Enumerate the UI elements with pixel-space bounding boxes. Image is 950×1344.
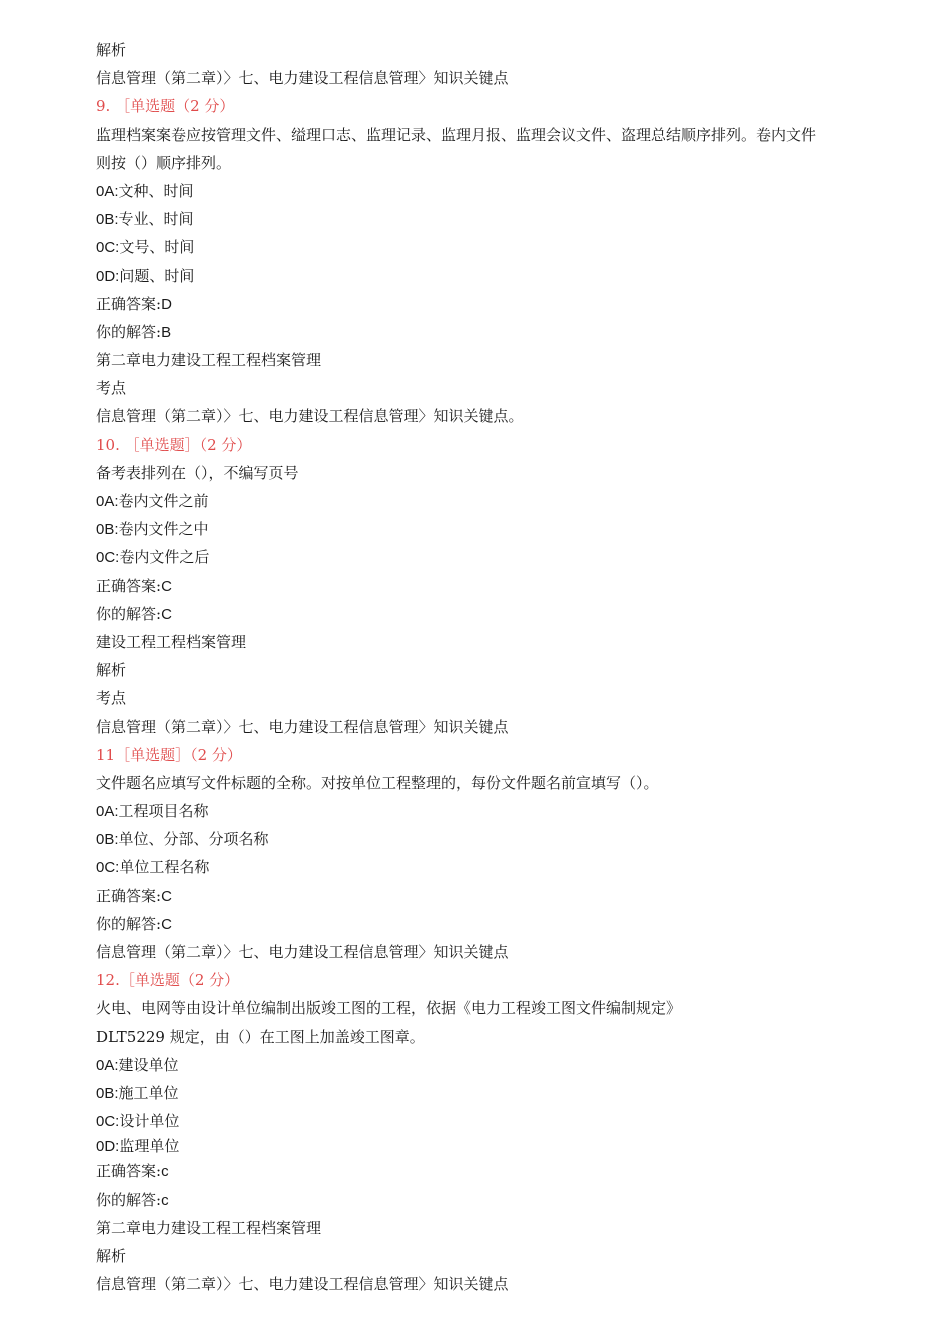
answer-label: 你的解答:: [96, 914, 162, 933]
option-text: 文号、时间: [119, 238, 195, 257]
answer-option: [96, 487, 876, 515]
answer-line: [96, 600, 876, 628]
answer-label: 正确答案:: [96, 294, 162, 313]
option-text: 卷内文件之中: [118, 520, 209, 539]
question-header: 10. ［单选题］（2 分）: [96, 435, 252, 454]
answer-option: [96, 233, 876, 261]
answer-option: [96, 543, 876, 571]
text-line: 信息管理（第二章）〉七、电力建设工程信息管理〉知识关键点: [96, 1275, 509, 1294]
answer-line: [96, 910, 876, 938]
option-key: 0B:: [96, 211, 119, 229]
option-text: 卷内文件之前: [118, 492, 209, 510]
option-key: 0B:: [96, 1084, 119, 1102]
answer-value: c: [161, 1191, 169, 1209]
text-line: 解析: [96, 661, 127, 680]
answer-label: 正确答案:: [96, 1162, 162, 1181]
text-line: 信息管理（第二章）〉七、电力建设工程信息管理〉知识关键点。: [96, 407, 524, 426]
answer-value: D: [161, 295, 172, 313]
option-text: 单位工程名称: [119, 858, 210, 877]
answer-value: B: [161, 323, 172, 341]
answer-line: [96, 290, 876, 318]
text-line: 考点: [96, 689, 127, 708]
option-key: 0C:: [96, 549, 120, 567]
answer-value: C: [161, 915, 172, 933]
question-header: 11［单选题］（2 分）: [96, 745, 242, 764]
option-key: 0B:: [96, 831, 119, 849]
text-line: 信息管理（第二章）〉七、电力建设工程信息管理〉知识关键点: [96, 69, 509, 88]
option-text: 监理单位: [119, 1137, 180, 1156]
answer-value: C: [161, 887, 172, 905]
text-line: DLT5229 规定，由（）在工图上加盖竣工图章。: [96, 1027, 425, 1046]
text-line: 解析: [96, 41, 127, 59]
option-text: 单位、分部、分项名称: [118, 830, 269, 849]
text-line: 信息管理（第二章）〉七、电力建设工程信息管理〉知识关键点: [96, 717, 509, 736]
option-key: 0D:: [96, 1138, 120, 1156]
answer-option: [96, 177, 876, 205]
answer-label: 你的解答:: [96, 604, 162, 623]
answer-option: [96, 797, 876, 825]
text-line: 则按（）顺序排列。: [96, 153, 232, 172]
option-text: 施工单位: [118, 1083, 179, 1102]
answer-line: [96, 882, 876, 910]
question-header: 12.［单选题（2 分）: [96, 971, 240, 990]
option-key: 0A:: [96, 493, 119, 510]
option-text: 工程项目名称: [118, 802, 209, 821]
option-key: 0A:: [96, 1056, 119, 1074]
option-key: 0A:: [96, 182, 119, 200]
text-line: 信息管理（第二章）〉七、电力建设工程信息管理〉知识关键点: [96, 943, 509, 961]
answer-option: [96, 1051, 876, 1079]
option-key: 0C:: [96, 239, 120, 257]
answer-value: C: [161, 605, 172, 623]
answer-label: 你的解答:: [96, 322, 162, 341]
answer-option: [96, 1135, 876, 1157]
answer-option: [96, 853, 876, 881]
text-line: 第二章电力建设工程工程档案管理: [96, 351, 322, 370]
answer-option: [96, 825, 876, 853]
option-text: 专业、时间: [118, 210, 194, 229]
question-header: 9. ［单选题（2 分）: [96, 97, 235, 116]
answer-option: [96, 262, 876, 290]
text-line: 文件题名应填写文件标题的全称。对按单位工程整理的，每份文件题名前宣填写（）。: [96, 773, 659, 792]
answer-line: [96, 572, 876, 600]
answer-line: [96, 318, 876, 346]
option-key: 0B:: [96, 521, 119, 539]
option-text: 问题、时间: [119, 266, 195, 285]
answer-value: C: [161, 577, 172, 595]
answer-label: 正确答案:: [96, 886, 162, 905]
text-line: 火电、电网等由设计单位编制出版竣工图的工程，依据《电力工程竣工图文件编制规定》: [96, 999, 682, 1018]
answer-label: 正确答案:: [96, 576, 162, 595]
text-line: 建设工程工程档案管理: [96, 632, 247, 651]
answer-option: [96, 205, 876, 233]
option-key: 0C:: [96, 1113, 120, 1131]
text-line: 第二章电力建设工程工程档案管理: [96, 1218, 322, 1237]
option-key: 0C:: [96, 859, 120, 877]
option-text: 文种、时间: [118, 181, 194, 200]
option-text: 设计单位: [119, 1112, 180, 1131]
text-line: 监理档案案卷应按管理文件、缢理口志、监理记录、监理月报、监理会议文件、盗理总结顺序排列。卷内文件: [96, 125, 817, 144]
option-text: 建设单位: [118, 1055, 179, 1074]
answer-option: [96, 515, 876, 543]
answer-option: [96, 1107, 876, 1135]
option-text: 卷内文件之后: [119, 548, 210, 567]
text-line: 解析: [96, 1246, 127, 1265]
answer-line: [96, 1157, 876, 1185]
option-key: 0D:: [96, 267, 120, 285]
option-key: 0A:: [96, 803, 119, 821]
document-page: [96, 36, 876, 1298]
answer-label: 你的解答:: [96, 1190, 162, 1209]
answer-value: c: [161, 1163, 169, 1181]
answer-line: [96, 1186, 876, 1214]
text-line: 备考表排列在（），不编写页号: [96, 463, 299, 482]
text-line: 考点: [96, 379, 127, 398]
answer-option: [96, 1079, 876, 1107]
